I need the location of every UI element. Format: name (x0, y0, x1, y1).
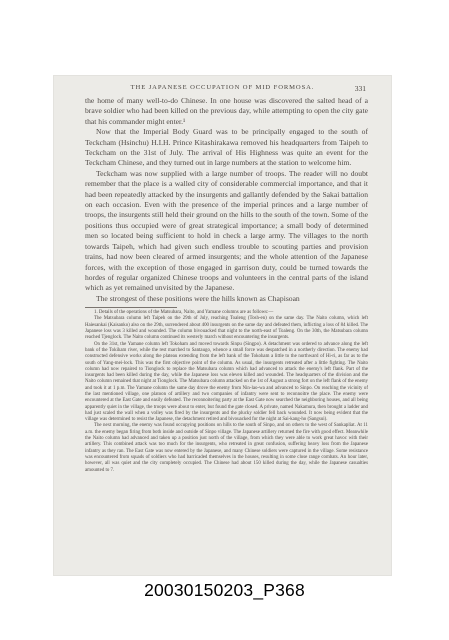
footnote-divider (85, 307, 177, 308)
scanned-page (54, 76, 391, 575)
footnote-paragraph: The Matsubara column left Taipeh on the 29th of July, reaching Toaleng (Tosh-en) on the same day. The Naito column, which left Haiesankai (Kaisanko) also on the 29th, surrendered about 400 insurgents on the same day and defeated them, inflicting a loss of 84 killed. The Japanese loss was 3 killed and wounded. The column bivouacked that night to the north-east of Toaleng. On the 30th, the Matsubara column reached Tjenglock. The Naito column continued its westerly march without encountering the insurgents. (85, 316, 368, 341)
page-body (85, 96, 368, 474)
main-text (85, 96, 368, 304)
main-paragraph: Teckcham was now supplied with a large number of troops. The reader will no doubt remember that the place is a walled city of considerable commercial importance, and that it had been repeatedly attacked by the insurgents and gallantly defended by the Sakai battalion on each occasion. Even with the presence of the imperial princes and a large number of troops, the insurgents still held their ground on the hills to the south of the town. Some of the positions thus occupied were of great strategical importance; a small body of determined men so located being sufficient to hold in check a large army. The villages to the north towards Taipeh, which had given such endless trouble to scouting parties and provision trains, had now been cleared of armed insurgents; and the whole attention of the Japanese forces, with the exception of those engaged in garrison duty, could be turned towards the hordes of regular organized Chinese troops and volunteers in the central parts of the island which as yet remained unvisited by the Japanese. (85, 168, 368, 293)
page-header (54, 84, 391, 96)
footnotes (85, 310, 368, 474)
main-paragraph: Now that the Imperial Body Guard was to be principally engaged to the south of Teckcham (Hsinchu) H.I.H. Prince Kitashirakawa removed his headquarters from Taipeh to Teckcham on the 31st of July. The arrival of His Highness was quite an event for the Teckcham Chinese, and they turned out in large numbers at the station to welcome him. (85, 127, 368, 168)
running-header: THE JAPANESE OCCUPATION OF MID FORMOSA. (130, 84, 315, 91)
page-number: 331 (354, 84, 366, 93)
footnote-paragraph: On the 31st, the Yamane column left Tokoham and moved towards Sinpu (Singpo). A detachment was ordered to advance along the left bank of the Tokiham river, while the rest marched to Santaugo, whence a small force was despatched in a northerly direction. The enemy had constructed defensive works along the plateau extending from the left bank of the Tokoham a little to the northward of Hi-ri, as far as to the south of Yang-mei-lock. This was the first objective point of the column. As usual, the insurgents retreated after a little fighting. The Naito column had now repaired to Tionglock to replace the Matsubara column which had advanced to attack the enemy's left flank. Part of the insurgents had been killed during the day, while the Japanese loss was eleven killed and wounded. The headquarters of the division and the Naito column remained that night at Tionglock. The Matsubara column attacked on the 1st of August a strong fort on the left flank of the enemy and took it at 1 p.m. The Yamane column the same day drove the enemy from Nin-lao-wa and advanced to Sinpo. On reaching the vicinity of the last mentioned village, one platoon of artillery and two companies of infantry were sent to reconnoitre the place. The enemy were encountered at the East Gate and easily defeated. The reconnoitering party at the East Gate now searched the neighboring houses, and all being apparently quiet in the village, the troops were about to enter, but found the gate closed. A private, named Nakamura, then brought a ladder and had just scaled the wall when a volley was fired by the insurgents and the plucky soldier fell back wounded. It now being evident that the village was determined to resist the Japanese, the detachment retired and bivouacked for the night at Sai-kang-ho (Sangsui). (85, 341, 368, 423)
catalog-label: 20030150203_P368 (144, 580, 305, 600)
main-paragraph: The strongest of these positions were the hills known as Chapisoan (96, 293, 300, 303)
footnote-paragraph: The next morning, the enemy was found occupying positions on hills to the south of Sinpo, and on others to the west of Sankapliat. At 11 a.m. the enemy began firing from both inside and outside of Sinpo village. The Japanese artillery returned the fire with good effect. Meanwhile the Naito column had advanced and taken up a position just north of the village, from which they were able to work great havoc with their artillery. This combined attack was too much for the insurgents, who retreated in great confusion, suffering heavy loss from the Japanese infantry as they ran. The East Gate was now entered by the Japanese, and many Chinese soldiers were captured in the village. Some resistance was encountered from squads of soldiers who had barricaded themselves in the houses, resulting in some close range combats. An hour later, however, all was quiet and the city completely occupied. The Chinese had about 150 killed during the day, while the Japanese casualties amounted to 7. (85, 423, 368, 473)
main-paragraph: the home of many well-to-do Chinese. In one house was discovered the salted head of a brave soldier who had been killed on the previous day, while attempting to open the city gate that his commander might enter.¹ (85, 96, 368, 126)
footnote-paragraph: 1. Details of the operations of the Matsubara, Naito, and Yamane columns are as follows:— (94, 310, 274, 316)
